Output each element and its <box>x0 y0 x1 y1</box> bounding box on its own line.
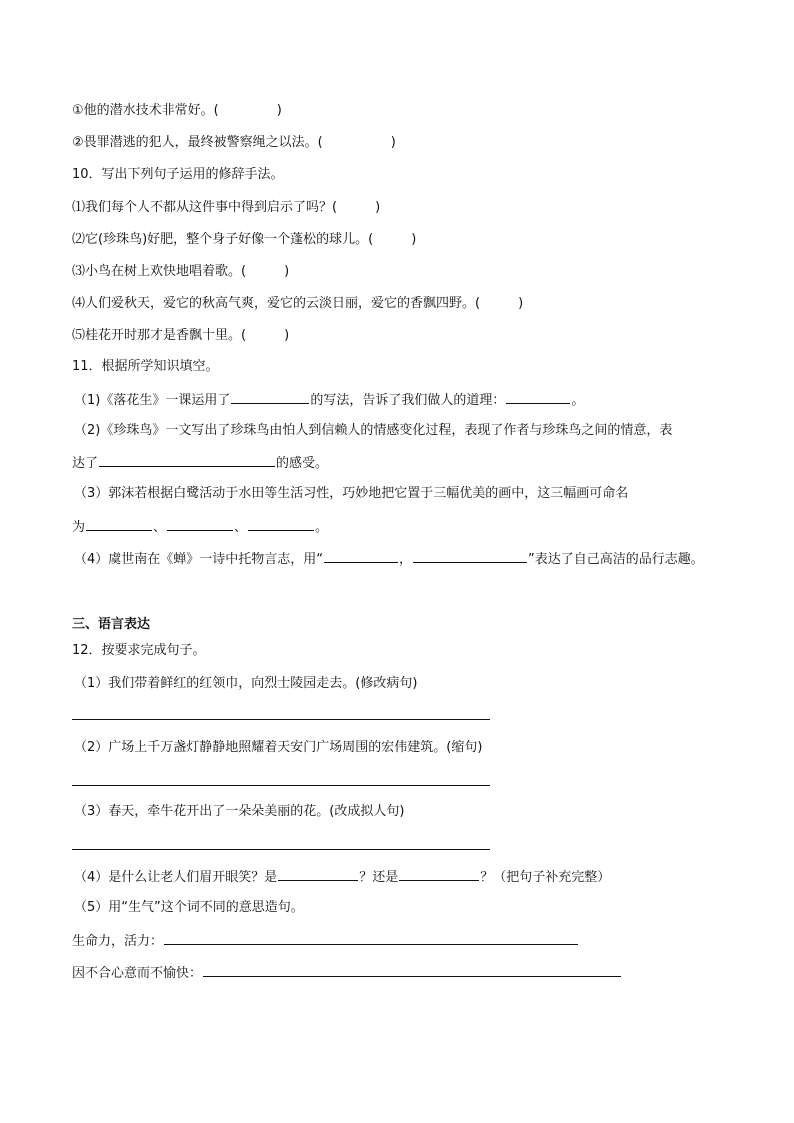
blank[interactable] <box>164 930 578 945</box>
q10-item-4: ⑷人们爱秋天，爱它的秋高气爽，爱它的云淡日丽，爱它的香飘四野。( ) <box>72 296 524 311</box>
q11-item-1: （1)《落花生》一课运用了 的写法，告诉了我们做人的道理： 。 <box>74 389 584 409</box>
q10-item-5: ⑸桂花开时那才是香飘十里。( ) <box>72 328 290 343</box>
q10-item-3: ⑶小鸟在树上欢快地唱着歌。( ) <box>72 264 290 279</box>
answer-line-3[interactable] <box>72 849 490 850</box>
q11-item-4: （4）虞世南在《蝉》一诗中托物言志，用“ ， ”表达了自己高洁的品行志趣。 <box>74 548 704 568</box>
q12-item-5: （5）用“生气”这个词不同的意思造句。 <box>74 900 304 915</box>
q12-item-5-meaning-1: 生命力，活力： <box>72 930 579 950</box>
answer-line-1[interactable] <box>72 719 490 720</box>
q10-title: 10．写出下列句子运用的修辞手法。 <box>72 167 284 182</box>
q9-item-1-text: ①他的潜水技术非常好。( <box>72 103 219 118</box>
blank[interactable] <box>413 548 527 563</box>
q11-item-3a: （3）郭沫若根据白鹭活动于水田等生活习性，巧妙地把它置于三幅优美的画中，这三幅画可命名 <box>74 486 629 501</box>
blank[interactable] <box>399 866 479 881</box>
q11-item-2b: 达了 的感受。 <box>72 452 328 472</box>
q12-item-1: （1）我们带着鲜红的红领巾，向烈士陵园走去。(修改病句) <box>74 676 418 691</box>
q12-item-2: （2）广场上千万盏灯静静地照耀着天安门广场周围的宏伟建筑。(缩句) <box>74 740 483 755</box>
q9-item-1: ①他的潜水技术非常好。( ) <box>72 103 282 118</box>
answer-line-2[interactable] <box>72 785 490 786</box>
blank[interactable] <box>278 866 358 881</box>
q12-item-5-meaning-2: 因不合心意而不愉快： <box>72 962 622 982</box>
blank[interactable] <box>99 452 275 467</box>
q12-item-4: （4）是什么让老人们眉开眼笑？是 ？还是 ？（把句子补充完整） <box>74 866 610 886</box>
blank[interactable] <box>248 516 314 531</box>
q11-item-3b: 为 、 、 。 <box>72 516 328 536</box>
q11-item-2a: （2)《珍珠鸟》一文写出了珍珠鸟由怕人到信赖人的情感变化过程，表现了作者与珍珠鸟之间的情意，表 <box>74 423 673 438</box>
q11-title: 11．根据所学知识填空。 <box>72 359 219 374</box>
q12-item-3: （3）春天，牵牛花开出了一朵朵美丽的花。(改成拟人句) <box>74 804 405 819</box>
q10-item-2: ⑵它(珍珠鸟)好肥，整个身子好像一个蓬松的球儿。( ) <box>72 232 417 247</box>
blank[interactable] <box>506 389 570 404</box>
q9-item-2-text: ②畏罪潜逃的犯人，最终被警察绳之以法。( <box>72 135 323 150</box>
q10-item-1: ⑴我们每个人不都从这件事中得到启示了吗？( ) <box>72 200 381 215</box>
blank[interactable] <box>324 548 398 563</box>
blank[interactable] <box>231 389 309 404</box>
q12-title: 12．按要求完成句子。 <box>72 643 206 658</box>
q9-item-2: ②畏罪潜逃的犯人，最终被警察绳之以法。( ) <box>72 135 396 150</box>
blank[interactable] <box>167 516 233 531</box>
section-3-title: 三、语言表达 <box>72 617 151 632</box>
blank[interactable] <box>86 516 152 531</box>
blank[interactable] <box>203 962 621 977</box>
